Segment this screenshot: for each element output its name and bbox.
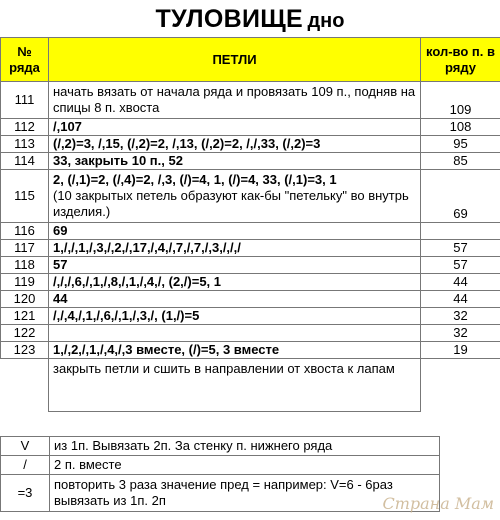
legend-symbol: =3 (1, 475, 50, 512)
row-count: 57 (421, 257, 500, 274)
row-stitches: 1,/,2,/,1,/,4,/,3 вместе, (/)=5, 3 вместе (49, 342, 421, 359)
row-count: 19 (421, 342, 500, 359)
table-row (1, 257, 500, 274)
row-number: 119 (1, 274, 49, 291)
row-number: 121 (1, 308, 49, 325)
row-number: 116 (1, 223, 49, 240)
table-row (1, 342, 500, 359)
row-count: 44 (421, 291, 500, 308)
row-count: 69 (421, 170, 500, 223)
legend-row (1, 456, 440, 475)
legend-row (1, 437, 440, 456)
finish-text: закрыть петли и сшить в направлении от хвоста к лапам (49, 359, 421, 412)
table-row (1, 153, 500, 170)
header-count: кол-во п. в ряду (421, 38, 500, 82)
table-row (1, 223, 500, 240)
legend-symbol: V (1, 437, 50, 456)
row-number: 114 (1, 153, 49, 170)
row-count (421, 223, 500, 240)
row-number: 117 (1, 240, 49, 257)
row-stitches (49, 325, 421, 342)
row-number: 122 (1, 325, 49, 342)
finish-row (1, 359, 500, 412)
table-row (1, 136, 500, 153)
row-stitches: начать вязать от начала ряда и провязать 109 п., подняв на спицы 8 п. хвоста (49, 82, 421, 119)
row-number: 123 (1, 342, 49, 359)
row-count: 32 (421, 308, 500, 325)
row-number: 112 (1, 119, 49, 136)
row-stitches: /,107 (49, 119, 421, 136)
legend-symbol: / (1, 456, 50, 475)
table-row (1, 82, 500, 119)
row-number: 118 (1, 257, 49, 274)
row-count: 85 (421, 153, 500, 170)
table-row (1, 325, 500, 342)
table-row (1, 119, 500, 136)
legend-text: повторить 3 раза значение пред = например: V=6 - 6раз вывязать из 1п. 2п (50, 475, 440, 512)
row-count: 95 (421, 136, 500, 153)
header-row-no: № ряда (1, 38, 49, 82)
row-stitches: 57 (49, 257, 421, 274)
row-count: 44 (421, 274, 500, 291)
row-stitches-main: 2, (/,1)=2, (/,4)=2, /,3, (/)=4, 1, (/)=4, 33, (/,1)=3, 1 (53, 172, 337, 187)
row-number: 113 (1, 136, 49, 153)
row-stitches: /,/,/,6,/,1,/,8,/,1,/,4,/, (2,/)=5, 1 (49, 274, 421, 291)
row-number: 120 (1, 291, 49, 308)
table-row (1, 240, 500, 257)
finish-blank (1, 359, 49, 412)
table-row (1, 170, 500, 223)
finish-blank-right (421, 359, 500, 412)
row-stitches: 33, закрыть 10 п., 52 (49, 153, 421, 170)
table-row (1, 308, 500, 325)
legend-text: 2 п. вместе (50, 456, 440, 475)
row-number: 111 (1, 82, 49, 119)
page-title (0, 2, 500, 36)
row-stitches: 69 (49, 223, 421, 240)
table-header (1, 38, 500, 82)
row-stitches (49, 170, 421, 223)
row-count: 109 (421, 82, 500, 119)
row-stitches: /,/,4,/,1,/,6,/,1,/,3,/, (1,/)=5 (49, 308, 421, 325)
row-stitches-note: (10 закрытых петель образуют как-бы "петельку" во внутрь изделия.) (53, 188, 409, 219)
row-number: 115 (1, 170, 49, 223)
row-count: 108 (421, 119, 500, 136)
row-count: 57 (421, 240, 500, 257)
legend-text: из 1п. Вывязать 2п. За стенку п. нижнего ряда (50, 437, 440, 456)
row-stitches: 44 (49, 291, 421, 308)
title-sub: дно (307, 10, 345, 32)
watermark-logo: Страна Мам (382, 494, 494, 513)
title-main: ТУЛОВИЩЕ (155, 5, 303, 33)
row-stitches: (/,2)=3, /,15, (/,2)=2, /,13, (/,2)=2, /,/,33, (/,2)=3 (49, 136, 421, 153)
row-stitches: 1,/,/,1,/,3,/,2,/,17,/,4,/,7,/,7,/,3,/,/,/ (49, 240, 421, 257)
table-row (1, 274, 500, 291)
table-row (1, 291, 500, 308)
header-stitches: ПЕТЛИ (49, 38, 421, 82)
row-count: 32 (421, 325, 500, 342)
pattern-table (0, 37, 500, 412)
